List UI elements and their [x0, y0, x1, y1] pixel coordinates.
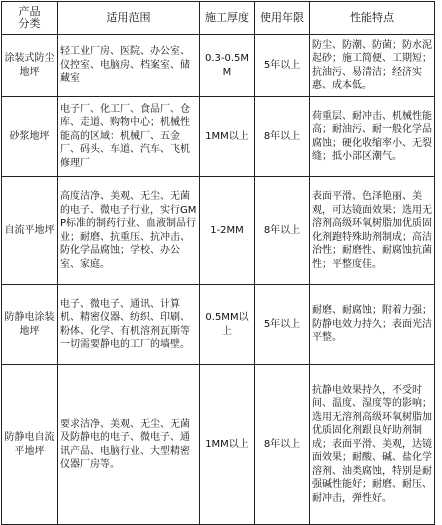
- table-row: [2, 365, 435, 525]
- product-cell: 防静电涂装地坪: [2, 285, 58, 365]
- years-cell: 8年以上: [255, 177, 310, 285]
- product-cell: 涂装式防尘地坪: [2, 35, 58, 97]
- table-row: [2, 177, 435, 285]
- features-cell: 荷重层、耐冲击、机械性能高；耐油污、耐一般化学品腐蚀；硬化收缩率小、无裂缝；抵小部区潮气。: [310, 97, 435, 177]
- scope-cell: 电子、微电子、通讯、计算机、精密仪器、纺织、印刷、粉体、化学、有机溶剂瓦斯等一切需要静电的工厂的墙壁。: [58, 285, 200, 365]
- scope-cell: 高度洁净、美观、无尘、无菌的电子、微电子行业，实行GMP标准的制药行业、血液制品行业；耐磨、抗重压、抗冲击、防化学品腐蚀；学校、办公室、家庭。: [58, 177, 200, 285]
- product-cell: 防静电自流平地坪: [2, 365, 58, 525]
- years-cell: 5年以上: [255, 35, 310, 97]
- thickness-cell: 1-2MM: [200, 177, 255, 285]
- features-cell: 抗静电效果持久，不受时间、温度、湿度等的影响；选用无溶剂高级环氧树脂加优质固化剂跟良好助剂制成；表面平滑、美观，达镜面效果；耐酸、碱、盐化学溶剂、油类腐蚀，特别是耐强碱性能好；耐磨、耐压、耐冲击，弹性好。: [310, 365, 435, 525]
- thickness-cell: 1MM以上: [200, 365, 255, 525]
- years-cell: 8年以上: [255, 97, 310, 177]
- scope-cell: 轻工业厂房、医院、办公室、仪控室、电脑房、档案室、储藏室: [58, 35, 200, 97]
- features-cell: 表面平滑、色泽艳丽、美观，可达镜面效果；选用无溶剂高级环氧树脂加优质固化剂跑特殊助剂制成；高洁治性；耐磨性、耐腐蚀抗菌性；平整度佳。: [310, 177, 435, 285]
- flooring-spec-table: [1, 1, 435, 525]
- header-scope: 适用范围: [58, 2, 200, 35]
- scope-cell: 要求洁净、美观、无尘、无菌及防静电的电子、微电子、通讯产品、电脑行业、大型精密仪器厂房等。: [58, 365, 200, 525]
- header-years: 使用年限: [255, 2, 310, 35]
- thickness-cell: 1MM以上: [200, 97, 255, 177]
- table-row: [2, 35, 435, 97]
- features-cell: 防尘、防潮、防菌；防水泥起砂；施工简便、工期短；抗油污、易清洁；经济实惠、成本低。: [310, 35, 435, 97]
- thickness-cell: 0.5MM以上: [200, 285, 255, 365]
- header-features: 性能特点: [310, 2, 435, 35]
- header-thickness: 施工厚度: [200, 2, 255, 35]
- scope-cell: 电子厂、化工厂、食品厂、仓库、走道、购物中心；机械性能高的区域：机械厂、五金厂、码头、车道、汽车、飞机修理厂: [58, 97, 200, 177]
- features-cell: 耐磨、耐腐蚀；附着力强；防静电效力持久；表面光洁平整。: [310, 285, 435, 365]
- header-product: 产品 分类: [2, 2, 58, 35]
- years-cell: 5年以上: [255, 285, 310, 365]
- thickness-cell: 0.3-0.5MM: [200, 35, 255, 97]
- product-cell: 砂浆地坪: [2, 97, 58, 177]
- product-cell: 自流平地坪: [2, 177, 58, 285]
- table-header-row: [2, 2, 435, 35]
- table-row: [2, 97, 435, 177]
- table-row: [2, 285, 435, 365]
- years-cell: 8年以上: [255, 365, 310, 525]
